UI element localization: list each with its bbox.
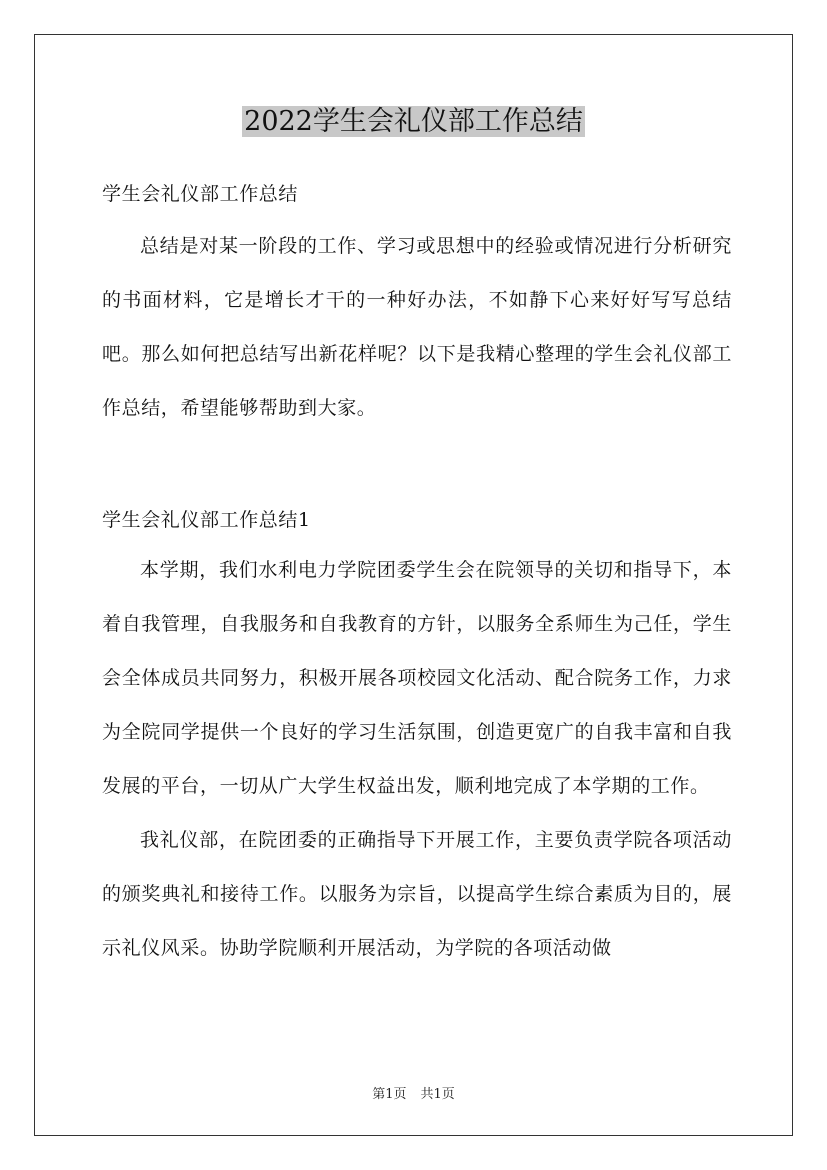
section-paragraph-2: 我礼仪部，在院团委的正确指导下开展工作，主要负责学院各项活动的颁奖典礼和接待工作。以服务为宗旨，以提高学生综合素质为目的，展示礼仪风采。协助学院顺利开展活动，为学院的各项活动做 xyxy=(102,829,732,959)
page-total: 共1页 xyxy=(420,1087,455,1102)
section-heading: 学生会礼仪部工作总结1 xyxy=(102,509,311,531)
document-subtitle: 学生会礼仪部工作总结 xyxy=(102,183,299,205)
page-number: 第1页 xyxy=(372,1087,407,1102)
intro-paragraph: 总结是对某一阶段的工作、学习或思想中的经验或情况进行分析研究的书面材料，它是增长才干的一种好办法，不如静下心来好好写写总结吧。那么如何把总结写出新花样呢？以下是我精心整理的学生会礼仪部工作总结，希望能够帮助到大家。 xyxy=(102,235,732,419)
section-body xyxy=(102,543,732,975)
section-paragraph-1: 本学期，我们水利电力学院团委学生会在院领导的关切和指导下，本着自我管理，自我服务和自我教育的方针，以服务全系师生为己任，学生会全体成员共同努力，积极开展各项校园文化活动、配合院务工作，力求为全院同学提供一个良好的学习生活氛围，创造更宽广的自我丰富和自我发展的平台，一切从广大学生权益出发，顺利地完成了本学期的工作。 xyxy=(102,559,732,797)
document-title xyxy=(0,103,827,141)
page-footer xyxy=(0,1083,827,1102)
document-title-text: 2022学生会礼仪部工作总结 xyxy=(244,106,583,137)
intro-block xyxy=(102,219,732,435)
